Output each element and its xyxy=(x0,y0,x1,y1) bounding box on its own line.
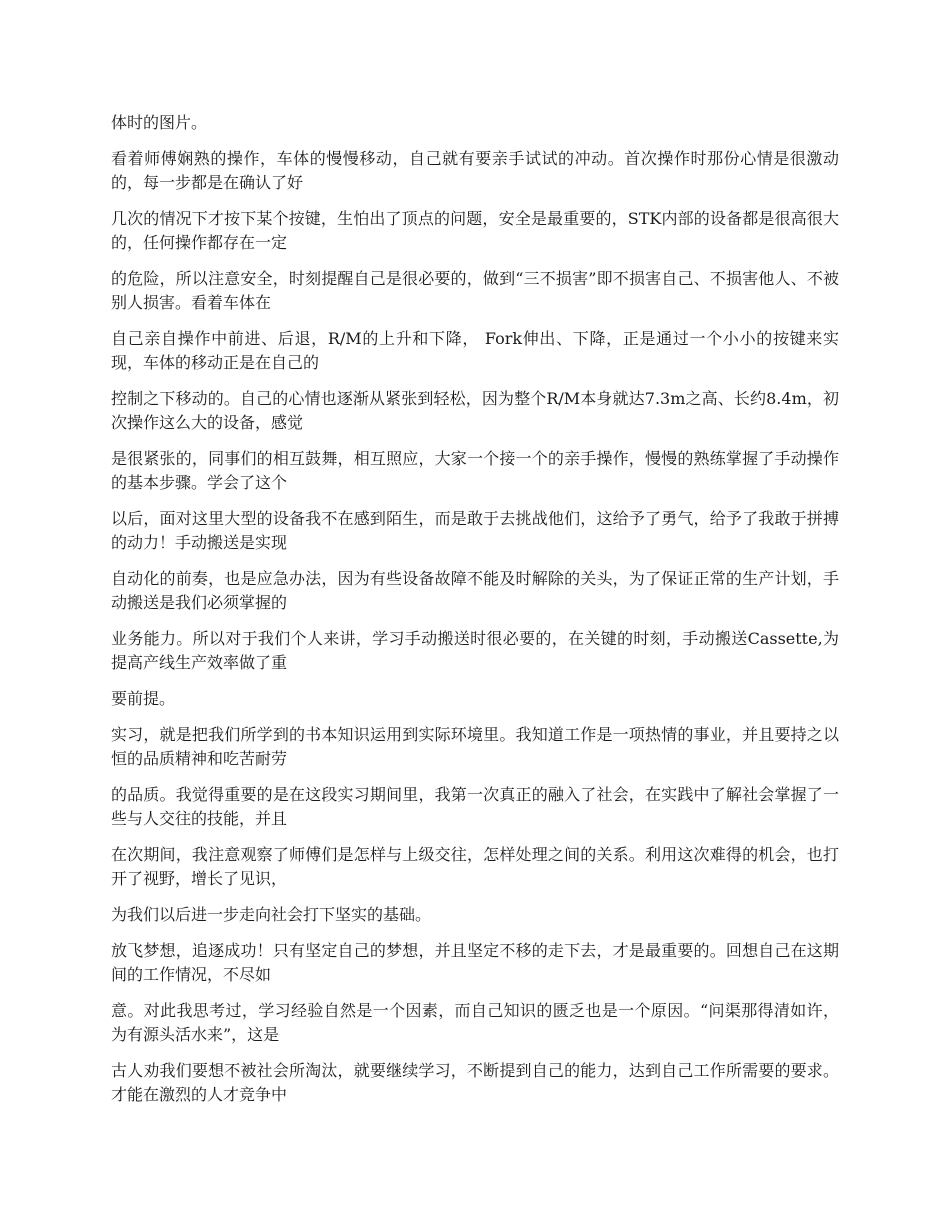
paragraph: 业务能力。所以对于我们个人来讲，学习手动搬送时很必要的，在关键的时刻，手动搬送Cassette,为提高产线生产效率做了重 xyxy=(111,629,839,672)
paragraph: 的品质。我觉得重要的是在这段实习期间里，我第一次真正的融入了社会，在实践中了解社会掌握了一些与人交往的技能，并且 xyxy=(111,785,839,828)
paragraph: 是很紧张的，同事们的相互鼓舞，相互照应，大家一个接一个的亲手操作，慢慢的熟练掌握了手动操作的基本步骤。学会了这个 xyxy=(111,449,839,492)
paragraph: 的危险，所以注意安全，时刻提醒自己是很必要的，做到“三不损害”即不损害自己、不损害他人、不被别人损害。看着车体在 xyxy=(111,269,839,312)
paragraph: 自己亲自操作中前进、后退，R/M的上升和下降， Fork伸出、下降，正是通过一个小小的按键来实现，车体的移动正是在自己的 xyxy=(111,329,839,372)
paragraph: 以后，面对这里大型的设备我不在感到陌生，而是敢于去挑战他们，这给予了勇气，给予了我敢于拼搏的动力！手动搬送是实现 xyxy=(111,509,839,552)
paragraph: 意。对此我思考过，学习经验自然是一个因素，而自己知识的匮乏也是一个原因。“问渠那得清如许，为有源头活水来”，这是 xyxy=(111,1001,839,1044)
paragraph: 要前提。 xyxy=(111,689,176,708)
paragraph: 放飞梦想，追逐成功！只有坚定自己的梦想，并且坚定不移的走下去，才是最重要的。回想自己在这期间的工作情况，不尽如 xyxy=(111,941,839,984)
paragraph: 自动化的前奏，也是应急办法，因为有些设备故障不能及时解除的关头，为了保证正常的生产计划，手动搬送是我们必须掌握的 xyxy=(111,569,839,612)
paragraph: 为我们以后进一步走向社会打下坚实的基础。 xyxy=(111,905,432,924)
paragraph: 控制之下移动的。自己的心情也逐渐从紧张到轻松，因为整个R/M本身就达7.3m之高、长约8.4m，初次操作这么大的设备，感觉 xyxy=(111,389,839,432)
paragraph: 实习，就是把我们所学到的书本知识运用到实际环境里。我知道工作是一项热情的事业，并且要持之以恒的品质精神和吃苦耐劳 xyxy=(111,725,839,768)
paragraph: 体时的图片。 xyxy=(111,113,208,132)
document-page xyxy=(111,111,839,1119)
paragraph: 看着师傅娴熟的操作，车体的慢慢移动，自己就有要亲手试试的冲动。首次操作时那份心情是很激动的，每一步都是在确认了好 xyxy=(111,149,839,192)
paragraph: 在次期间，我注意观察了师傅们是怎样与上级交往，怎样处理之间的关系。利用这次难得的机会，也打开了视野，增长了见识， xyxy=(111,845,839,888)
paragraph: 古人劝我们要想不被社会所淘汰，就要继续学习，不断提到自己的能力，达到自己工作所需要的要求。才能在激烈的人才竞争中 xyxy=(111,1061,839,1104)
paragraph: 几次的情况下才按下某个按键，生怕出了顶点的问题，安全是最重要的，STK内部的设备都是很高很大的，任何操作都存在一定 xyxy=(111,209,839,252)
